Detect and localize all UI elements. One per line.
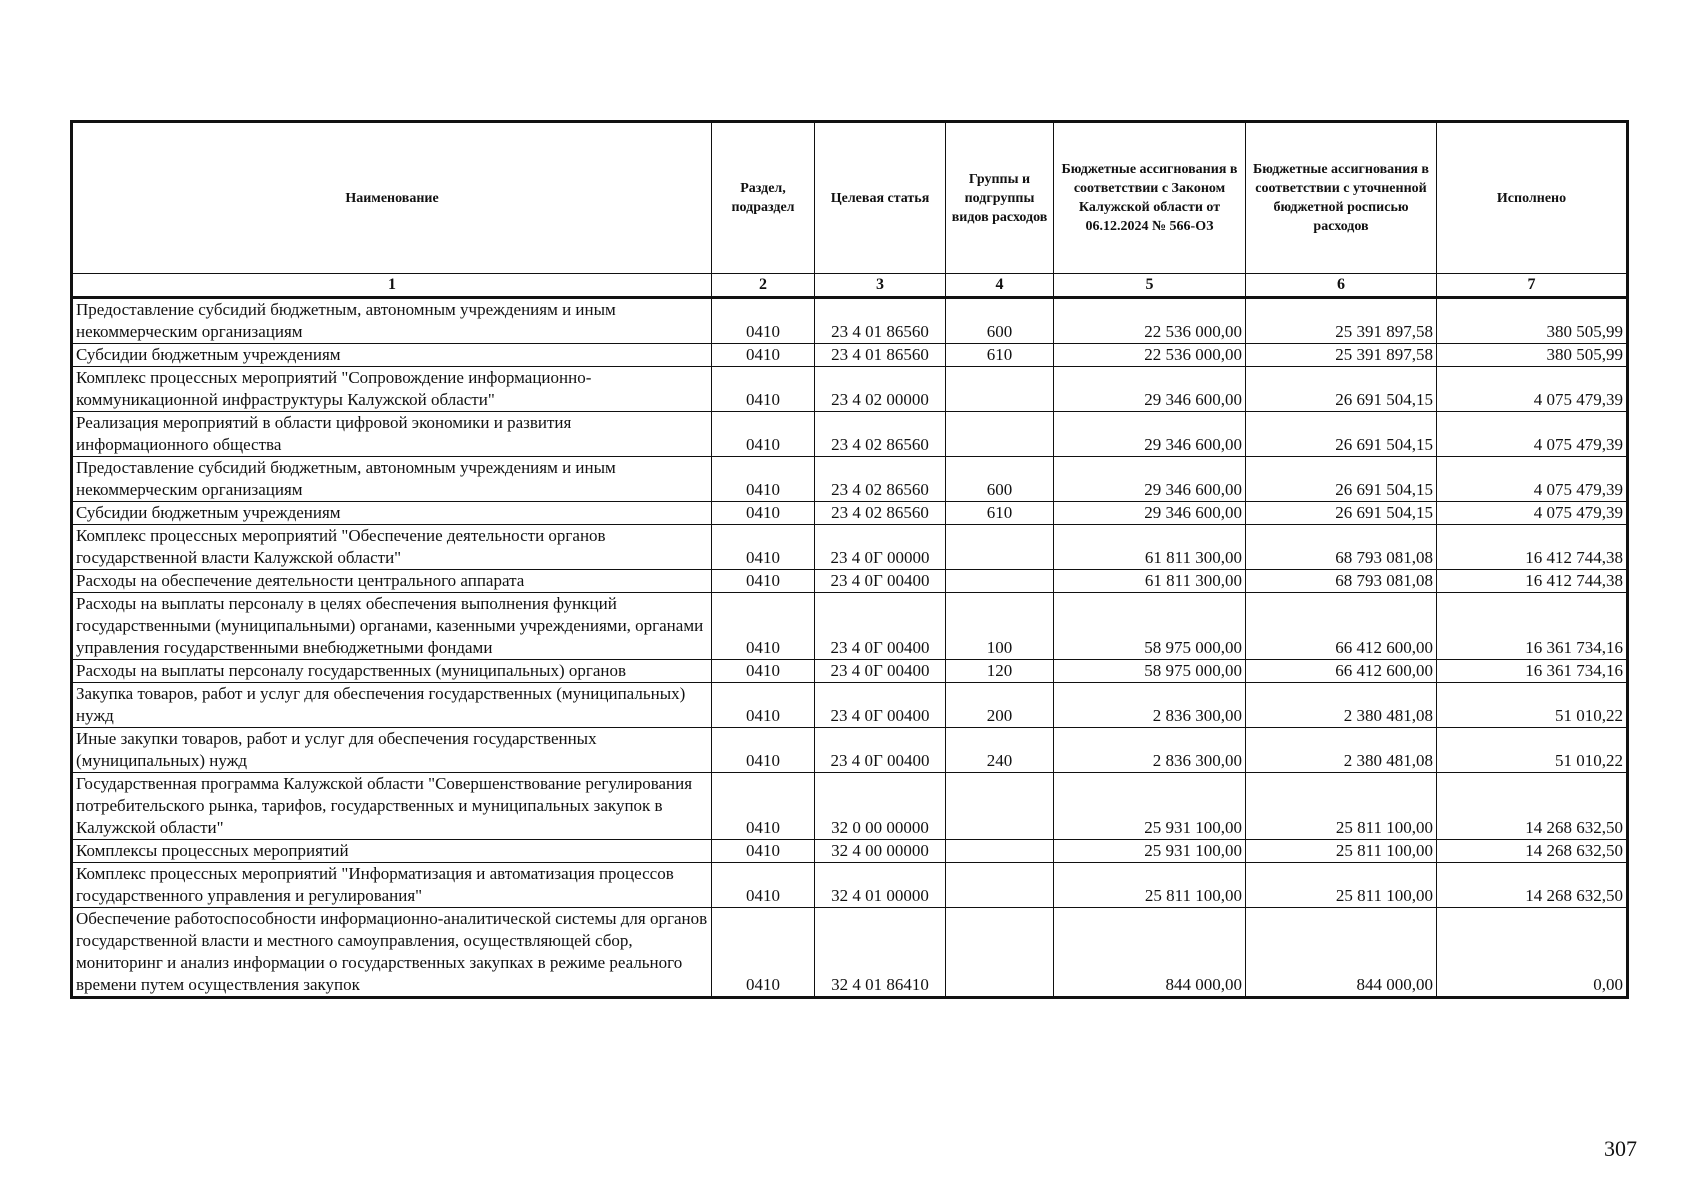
column-number: 6 bbox=[1246, 274, 1437, 298]
row-section: 0410 bbox=[712, 367, 815, 412]
row-target: 32 4 01 86410 bbox=[815, 908, 946, 998]
row-target: 32 4 01 00000 bbox=[815, 863, 946, 908]
row-section: 0410 bbox=[712, 660, 815, 683]
row-section: 0410 bbox=[712, 840, 815, 863]
row-refined-amount: 25 391 897,58 bbox=[1246, 344, 1437, 367]
row-law-amount: 25 931 100,00 bbox=[1054, 773, 1246, 840]
row-target: 23 4 0Г 00400 bbox=[815, 660, 946, 683]
row-name: Предоставление субсидий бюджетным, автономным учреждениям и иным некоммерческим организациям bbox=[72, 298, 712, 344]
row-target: 32 0 00 00000 bbox=[815, 773, 946, 840]
row-name: Закупка товаров, работ и услуг для обеспечения государственных (муниципальных) нужд bbox=[72, 683, 712, 728]
row-refined-amount: 26 691 504,15 bbox=[1246, 367, 1437, 412]
row-executed-amount: 4 075 479,39 bbox=[1437, 457, 1628, 502]
row-refined-amount: 25 391 897,58 bbox=[1246, 298, 1437, 344]
column-number: 2 bbox=[712, 274, 815, 298]
row-executed-amount: 14 268 632,50 bbox=[1437, 840, 1628, 863]
row-target: 23 4 02 86560 bbox=[815, 412, 946, 457]
row-executed-amount: 16 412 744,38 bbox=[1437, 570, 1628, 593]
row-law-amount: 2 836 300,00 bbox=[1054, 728, 1246, 773]
row-law-amount: 29 346 600,00 bbox=[1054, 367, 1246, 412]
row-group bbox=[946, 367, 1054, 412]
row-group bbox=[946, 908, 1054, 998]
row-group: 610 bbox=[946, 502, 1054, 525]
row-law-amount: 58 975 000,00 bbox=[1054, 593, 1246, 660]
table-row bbox=[72, 367, 1628, 412]
row-section: 0410 bbox=[712, 457, 815, 502]
row-name: Предоставление субсидий бюджетным, автономным учреждениям и иным некоммерческим организациям bbox=[72, 457, 712, 502]
row-group bbox=[946, 525, 1054, 570]
row-executed-amount: 16 361 734,16 bbox=[1437, 593, 1628, 660]
row-law-amount: 61 811 300,00 bbox=[1054, 525, 1246, 570]
row-executed-amount: 4 075 479,39 bbox=[1437, 367, 1628, 412]
table-row bbox=[72, 298, 1628, 344]
table-row bbox=[72, 457, 1628, 502]
row-refined-amount: 2 380 481,08 bbox=[1246, 683, 1437, 728]
row-section: 0410 bbox=[712, 683, 815, 728]
header-section: Раздел, подраздел bbox=[712, 122, 815, 274]
row-name: Комплекс процессных мероприятий "Сопровождение информационно-коммуникационной инфраструктуры Калужской области" bbox=[72, 367, 712, 412]
row-target: 23 4 01 86560 bbox=[815, 298, 946, 344]
row-target: 23 4 0Г 00400 bbox=[815, 728, 946, 773]
row-section: 0410 bbox=[712, 863, 815, 908]
header-executed: Исполнено bbox=[1437, 122, 1628, 274]
row-executed-amount: 4 075 479,39 bbox=[1437, 502, 1628, 525]
row-group: 610 bbox=[946, 344, 1054, 367]
row-section: 0410 bbox=[712, 298, 815, 344]
row-target: 32 4 00 00000 bbox=[815, 840, 946, 863]
row-target: 23 4 01 86560 bbox=[815, 344, 946, 367]
row-executed-amount: 51 010,22 bbox=[1437, 683, 1628, 728]
row-executed-amount: 14 268 632,50 bbox=[1437, 863, 1628, 908]
header-groups: Группы и подгруппы видов расходов bbox=[946, 122, 1054, 274]
table-row bbox=[72, 412, 1628, 457]
row-section: 0410 bbox=[712, 525, 815, 570]
row-refined-amount: 68 793 081,08 bbox=[1246, 525, 1437, 570]
row-group bbox=[946, 773, 1054, 840]
row-name: Расходы на обеспечение деятельности центрального аппарата bbox=[72, 570, 712, 593]
row-name: Комплекс процессных мероприятий "Информатизация и автоматизация процессов государственного управления и регулирования" bbox=[72, 863, 712, 908]
table-body bbox=[72, 298, 1628, 998]
row-executed-amount: 16 412 744,38 bbox=[1437, 525, 1628, 570]
row-section: 0410 bbox=[712, 570, 815, 593]
row-executed-amount: 380 505,99 bbox=[1437, 298, 1628, 344]
row-executed-amount: 380 505,99 bbox=[1437, 344, 1628, 367]
row-law-amount: 22 536 000,00 bbox=[1054, 344, 1246, 367]
header-target: Целевая статья bbox=[815, 122, 946, 274]
row-target: 23 4 0Г 00000 bbox=[815, 525, 946, 570]
table-row bbox=[72, 863, 1628, 908]
row-refined-amount: 25 811 100,00 bbox=[1246, 773, 1437, 840]
row-group: 600 bbox=[946, 457, 1054, 502]
column-number: 7 bbox=[1437, 274, 1628, 298]
column-number-row bbox=[72, 274, 1628, 298]
row-law-amount: 25 931 100,00 bbox=[1054, 840, 1246, 863]
row-refined-amount: 26 691 504,15 bbox=[1246, 502, 1437, 525]
row-name: Расходы на выплаты персоналу государственных (муниципальных) органов bbox=[72, 660, 712, 683]
row-section: 0410 bbox=[712, 593, 815, 660]
column-number: 5 bbox=[1054, 274, 1246, 298]
row-group bbox=[946, 863, 1054, 908]
row-group bbox=[946, 570, 1054, 593]
row-name: Реализация мероприятий в области цифровой экономики и развития информационного общества bbox=[72, 412, 712, 457]
row-name: Субсидии бюджетным учреждениям bbox=[72, 344, 712, 367]
row-group: 600 bbox=[946, 298, 1054, 344]
row-group: 200 bbox=[946, 683, 1054, 728]
header-name: Наименование bbox=[72, 122, 712, 274]
row-target: 23 4 02 00000 bbox=[815, 367, 946, 412]
table-row bbox=[72, 502, 1628, 525]
row-refined-amount: 66 412 600,00 bbox=[1246, 660, 1437, 683]
row-law-amount: 61 811 300,00 bbox=[1054, 570, 1246, 593]
row-executed-amount: 51 010,22 bbox=[1437, 728, 1628, 773]
row-target: 23 4 02 86560 bbox=[815, 457, 946, 502]
row-group bbox=[946, 840, 1054, 863]
page-number: 307 bbox=[1604, 1136, 1637, 1161]
table-row bbox=[72, 660, 1628, 683]
row-group: 100 bbox=[946, 593, 1054, 660]
row-law-amount: 29 346 600,00 bbox=[1054, 412, 1246, 457]
column-number: 4 bbox=[946, 274, 1054, 298]
row-law-amount: 29 346 600,00 bbox=[1054, 502, 1246, 525]
row-target: 23 4 0Г 00400 bbox=[815, 683, 946, 728]
header-law: Бюджетные ассигнования в соответствии с Законом Калужской области от 06.12.2024 № 566-ОЗ bbox=[1054, 122, 1246, 274]
row-refined-amount: 844 000,00 bbox=[1246, 908, 1437, 998]
column-number: 1 bbox=[72, 274, 712, 298]
table-row bbox=[72, 773, 1628, 840]
row-group: 120 bbox=[946, 660, 1054, 683]
table-row bbox=[72, 683, 1628, 728]
row-name: Расходы на выплаты персоналу в целях обеспечения выполнения функций государственными (муниципальными) органами, казенными учреждениями, органами управления государственными внебюджетными фондами bbox=[72, 593, 712, 660]
row-executed-amount: 14 268 632,50 bbox=[1437, 773, 1628, 840]
row-executed-amount: 16 361 734,16 bbox=[1437, 660, 1628, 683]
row-refined-amount: 25 811 100,00 bbox=[1246, 863, 1437, 908]
row-section: 0410 bbox=[712, 412, 815, 457]
row-group bbox=[946, 412, 1054, 457]
row-section: 0410 bbox=[712, 344, 815, 367]
table-row bbox=[72, 570, 1628, 593]
budget-table bbox=[70, 120, 1629, 999]
row-target: 23 4 0Г 00400 bbox=[815, 570, 946, 593]
row-name: Государственная программа Калужской области "Совершенствование регулирования потребительского рынка, тарифов, государственных и муниципальных закупок в Калужской области" bbox=[72, 773, 712, 840]
table-row bbox=[72, 344, 1628, 367]
table-row bbox=[72, 840, 1628, 863]
header-refined: Бюджетные ассигнования в соответствии с уточненной бюджетной росписью расходов bbox=[1246, 122, 1437, 274]
row-refined-amount: 68 793 081,08 bbox=[1246, 570, 1437, 593]
row-refined-amount: 26 691 504,15 bbox=[1246, 457, 1437, 502]
row-section: 0410 bbox=[712, 502, 815, 525]
table-row bbox=[72, 525, 1628, 570]
row-group: 240 bbox=[946, 728, 1054, 773]
row-law-amount: 29 346 600,00 bbox=[1054, 457, 1246, 502]
row-name: Иные закупки товаров, работ и услуг для обеспечения государственных (муниципальных) нужд bbox=[72, 728, 712, 773]
row-executed-amount: 4 075 479,39 bbox=[1437, 412, 1628, 457]
row-refined-amount: 26 691 504,15 bbox=[1246, 412, 1437, 457]
table-row bbox=[72, 593, 1628, 660]
row-law-amount: 2 836 300,00 bbox=[1054, 683, 1246, 728]
header-row bbox=[72, 122, 1628, 274]
table-row bbox=[72, 728, 1628, 773]
row-law-amount: 25 811 100,00 bbox=[1054, 863, 1246, 908]
table-row bbox=[72, 908, 1628, 998]
row-section: 0410 bbox=[712, 773, 815, 840]
row-section: 0410 bbox=[712, 728, 815, 773]
row-name: Субсидии бюджетным учреждениям bbox=[72, 502, 712, 525]
row-target: 23 4 0Г 00400 bbox=[815, 593, 946, 660]
row-refined-amount: 66 412 600,00 bbox=[1246, 593, 1437, 660]
row-name: Обеспечение работоспособности информационно-аналитической системы для органов государственной власти и местного самоуправления, осуществляющей сбор, мониторинг и анализ информации о государственных закупках в режиме реального времени путем осуществления закупок bbox=[72, 908, 712, 998]
row-name: Комплексы процессных мероприятий bbox=[72, 840, 712, 863]
column-number: 3 bbox=[815, 274, 946, 298]
row-target: 23 4 02 86560 bbox=[815, 502, 946, 525]
table-header bbox=[72, 122, 1628, 298]
row-law-amount: 58 975 000,00 bbox=[1054, 660, 1246, 683]
row-law-amount: 844 000,00 bbox=[1054, 908, 1246, 998]
row-refined-amount: 25 811 100,00 bbox=[1246, 840, 1437, 863]
row-law-amount: 22 536 000,00 bbox=[1054, 298, 1246, 344]
row-refined-amount: 2 380 481,08 bbox=[1246, 728, 1437, 773]
row-executed-amount: 0,00 bbox=[1437, 908, 1628, 998]
row-section: 0410 bbox=[712, 908, 815, 998]
row-name: Комплекс процессных мероприятий "Обеспечение деятельности органов государственной власти Калужской области" bbox=[72, 525, 712, 570]
